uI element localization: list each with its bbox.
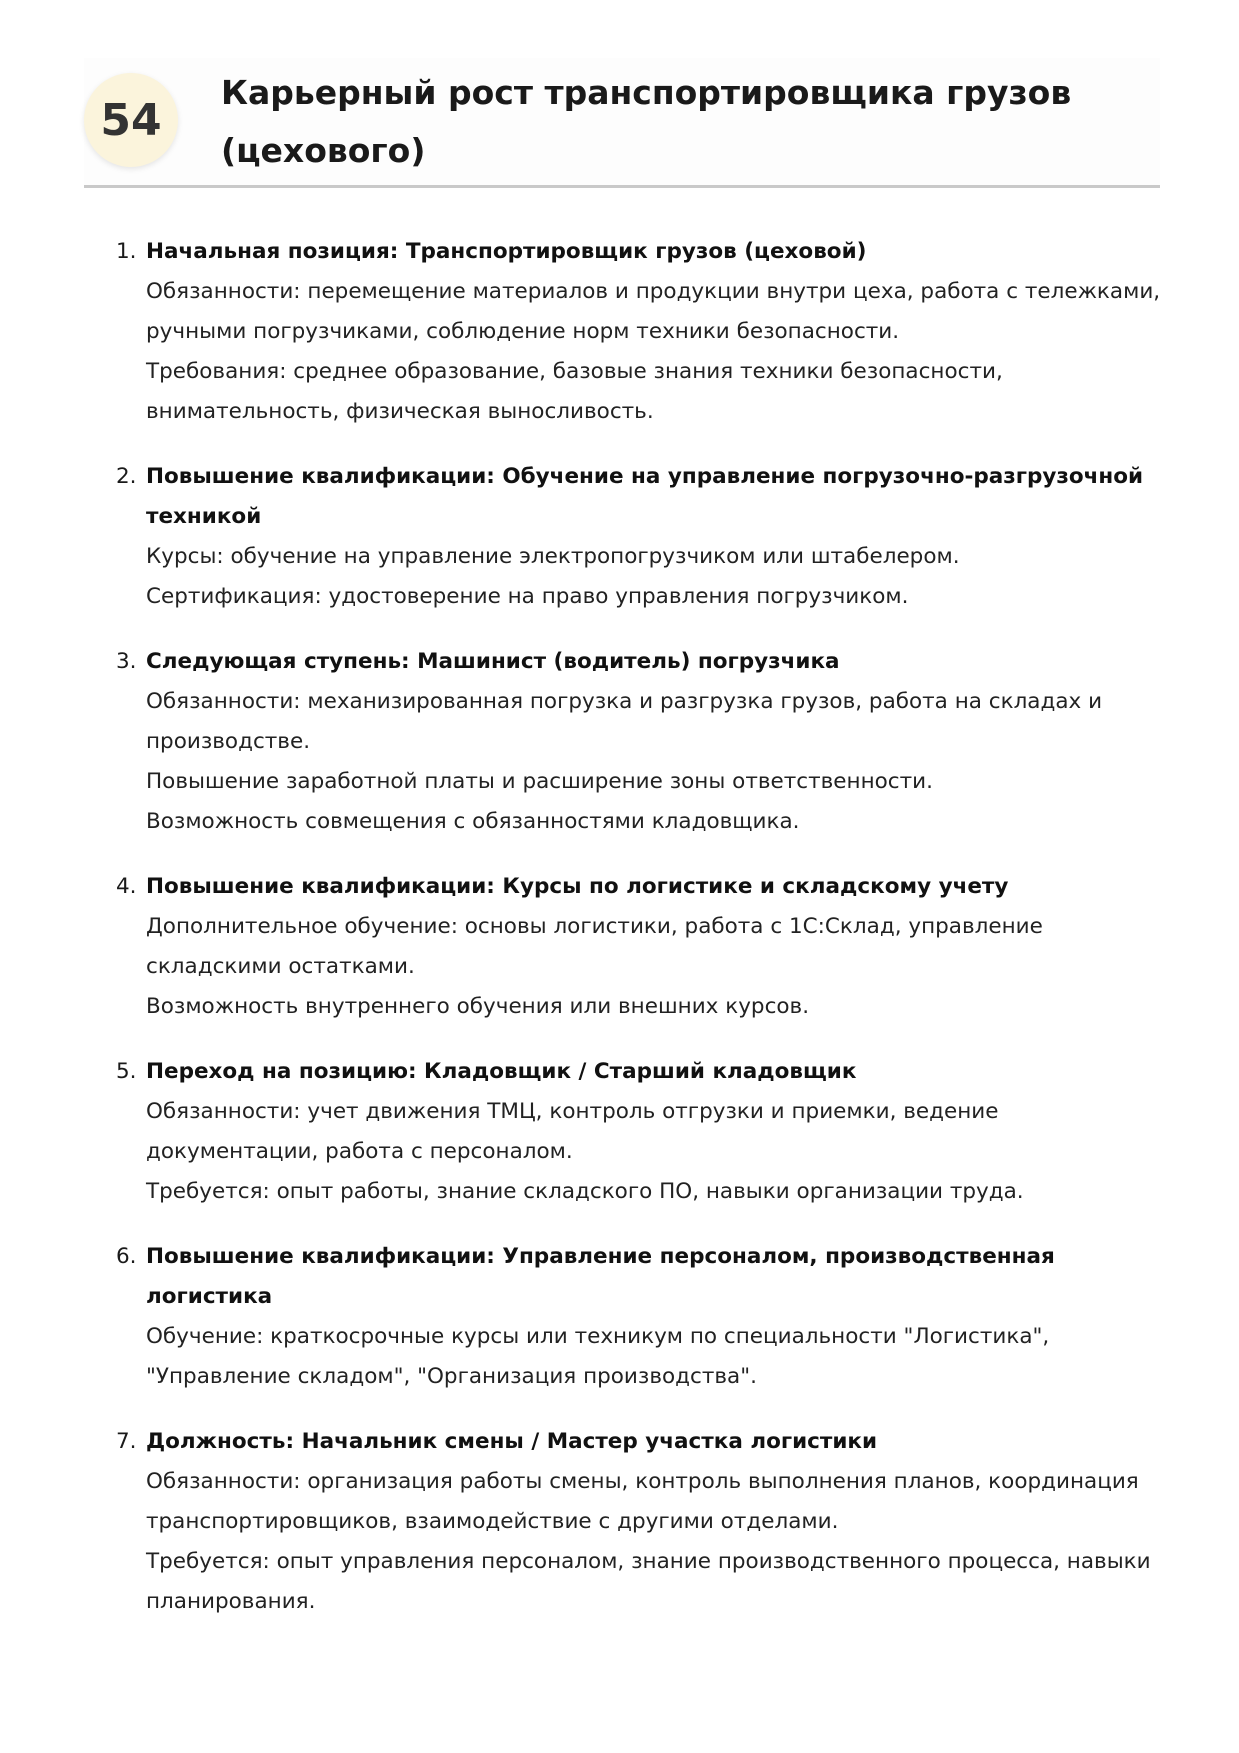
- step-line: Обязанности: учет движения ТМЦ, контроль отгрузки и приемки, ведение документации, работа с персоналом.: [146, 1099, 999, 1164]
- step-line: Обязанности: организация работы смены, контроль выполнения планов, координация транспортировщиков, взаимодействие с другими отделами.: [146, 1469, 1139, 1534]
- step-line: Возможность совмещения с обязанностями кладовщика.: [146, 809, 800, 834]
- step-line: Дополнительное обучение: основы логистики, работа с 1С:Склад, управление складскими остатками.: [146, 914, 1043, 979]
- step-title: Повышение квалификации: Курсы по логистике и складскому учету: [146, 874, 1009, 899]
- step-number: 7.: [116, 1429, 137, 1454]
- step-line: Возможность внутреннего обучения или внешних курсов.: [146, 994, 810, 1019]
- page-header: [84, 58, 1160, 188]
- step-title: Повышение квалификации: Управление персоналом, производственная логистика: [146, 1244, 1055, 1309]
- list-item: [104, 1422, 1164, 1622]
- step-title: Переход на позицию: Кладовщик / Старший кладовщик: [146, 1059, 857, 1084]
- step-title: Начальная позиция: Транспортировщик грузов (цеховой): [146, 239, 867, 264]
- step-line: Сертификация: удостоверение на право управления погрузчиком.: [146, 584, 909, 609]
- list-item: [104, 1237, 1164, 1397]
- list-item: [104, 867, 1164, 1027]
- step-title: Следующая ступень: Машинист (водитель) погрузчика: [146, 649, 840, 674]
- step-line: Требуется: опыт управления персоналом, знание производственного процесса, навыки планирования.: [146, 1549, 1151, 1614]
- step-line: Обязанности: перемещение материалов и продукции внутри цеха, работа с тележками, ручными погрузчиками, соблюдение норм техники безопасности.: [146, 279, 1161, 344]
- step-line: Обучение: краткосрочные курсы или техникум по специальности "Логистика", "Управление складом", "Организация производства".: [146, 1324, 1050, 1389]
- step-title: Повышение квалификации: Обучение на управление погрузочно-разгрузочной техникой: [146, 464, 1144, 529]
- list-item: [104, 642, 1164, 842]
- step-number: 6.: [116, 1244, 137, 1269]
- list-item: [104, 1052, 1164, 1212]
- step-line: Требования: среднее образование, базовые знания техники безопасности, внимательность, физическая выносливость.: [146, 359, 1003, 424]
- step-line: Требуется: опыт работы, знание складского ПО, навыки организации труда.: [146, 1179, 1024, 1204]
- list-item: [104, 457, 1164, 617]
- step-number: 3.: [116, 649, 137, 674]
- step-line: Повышение заработной платы и расширение зоны ответственности.: [146, 769, 933, 794]
- step-number: 4.: [116, 874, 137, 899]
- page-number-badge: 54: [84, 73, 178, 167]
- career-steps-list: [104, 232, 1164, 1647]
- step-number: 5.: [116, 1059, 137, 1084]
- step-number: 2.: [116, 464, 137, 489]
- step-title: Должность: Начальник смены / Мастер участка логистики: [146, 1429, 878, 1454]
- list-item: [104, 232, 1164, 432]
- step-line: Курсы: обучение на управление электропогрузчиком или штабелером.: [146, 544, 960, 569]
- page-title: Карьерный рост транспортировщика грузов (цехового): [221, 73, 1072, 170]
- step-line: Обязанности: механизированная погрузка и разгрузка грузов, работа на складах и производстве.: [146, 689, 1103, 754]
- step-number: 1.: [116, 239, 137, 264]
